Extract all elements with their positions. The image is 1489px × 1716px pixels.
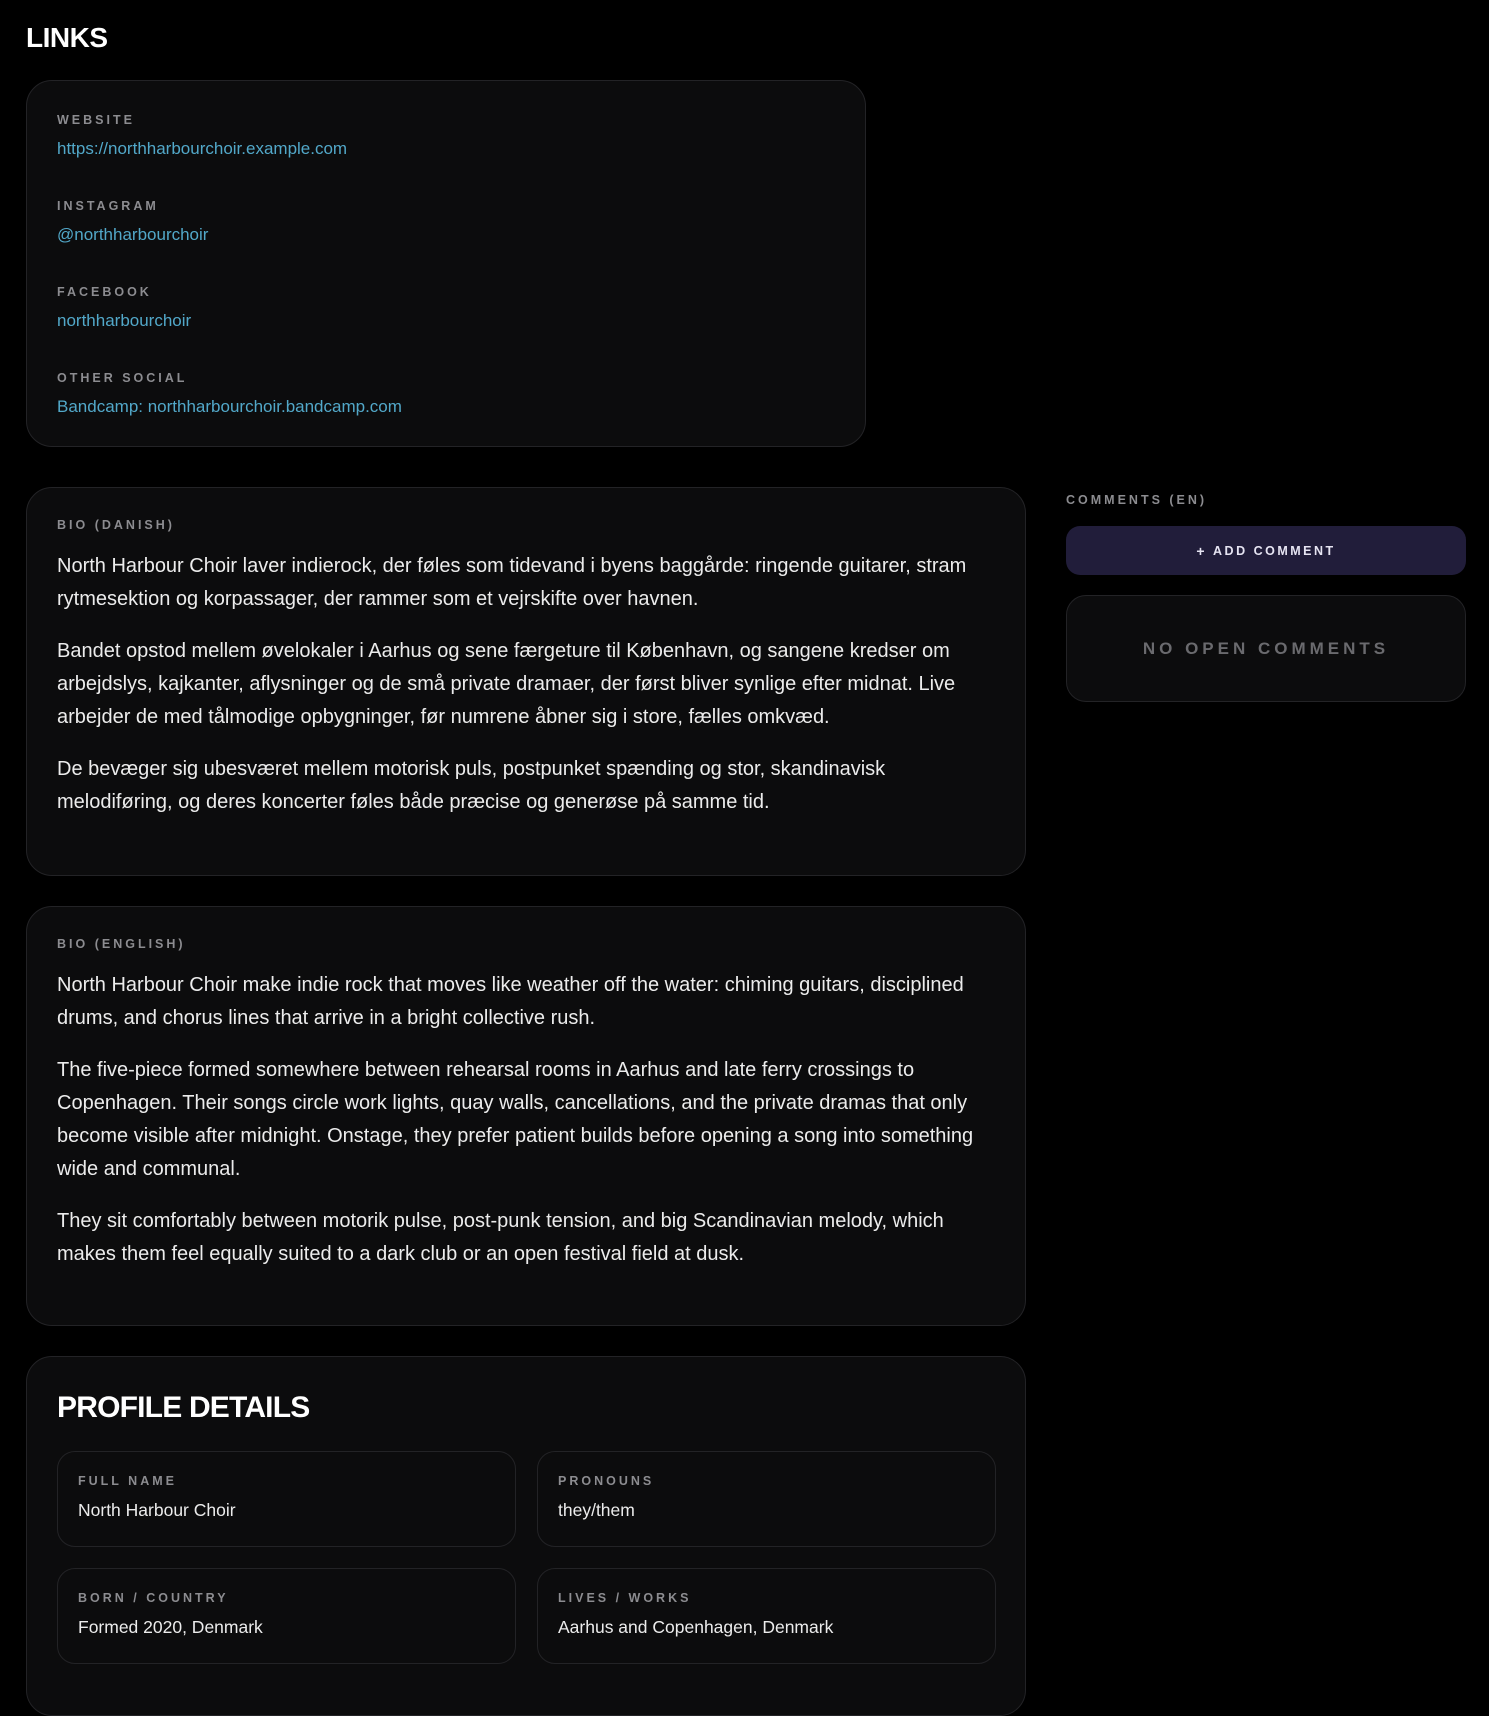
bio-english-paragraph: North Harbour Choir make indie rock that moves like weather off the water: chiming guitars, disciplined drums, and chorus lines that arrive in a bright collective rush. (57, 974, 964, 1029)
lives-works-label: LIVES / WORKS (558, 1591, 692, 1605)
add-comment-button[interactable] (1066, 526, 1466, 575)
website-label: WEBSITE (57, 113, 135, 127)
profile-details-title: PROFILE DETAILS (57, 1391, 310, 1424)
instagram-link[interactable]: @northharbourchoir (57, 225, 209, 244)
bio-danish-paragraph: De bevæger sig ubesværet mellem motorisk puls, postpunket spænding og stor, skandinavisk melodiføring, og deres koncerter føles både præcise og generøse på samme tid. (57, 758, 886, 813)
no-comments-panel (1066, 595, 1466, 702)
bio-english-paragraph: The five-piece formed somewhere between rehearsal rooms in Aarhus and late ferry crossings to Copenhagen. Their songs circle work lights, quay walls, cancellations, and the private dramas that only become visible after midnight. Onstage, they prefer patient builds before opening a song into something wide and communal. (57, 1059, 974, 1180)
full-name-field (57, 1451, 516, 1547)
pronouns-label: PRONOUNS (558, 1474, 655, 1488)
instagram-label: INSTAGRAM (57, 199, 159, 213)
profile-details-grid (57, 1451, 995, 1664)
other-social-link[interactable]: Bandcamp: northharbourchoir.bandcamp.com (57, 397, 402, 416)
other-social-label: OTHER SOCIAL (57, 371, 188, 385)
bio-english-card (26, 906, 1026, 1326)
bio-english-label: BIO (ENGLISH) (57, 937, 186, 951)
plus-icon: + (1196, 542, 1208, 559)
full-name-label: FULL NAME (78, 1474, 177, 1488)
no-comments-text: NO OPEN COMMENTS (1142, 638, 1390, 658)
pronouns-value: they/them (558, 1500, 635, 1520)
facebook-link-group (57, 285, 835, 369)
facebook-label: FACEBOOK (57, 285, 152, 299)
bio-danish-label: BIO (DANISH) (57, 518, 175, 532)
born-country-field (57, 1568, 516, 1664)
links-card (26, 80, 866, 447)
bio-danish-card (26, 487, 1026, 876)
bio-danish-paragraph: North Harbour Choir laver indierock, der føles som tidevand i byens baggårde: ringende guitarer, stram rytmesektion og korpassager, der rammer som et vejrskifte over havnen. (57, 555, 967, 610)
website-link-group (57, 113, 835, 197)
links-heading: LINKS (26, 22, 108, 53)
other-social-link-group (57, 371, 835, 455)
comments-header: COMMENTS (EN) (1066, 493, 1208, 507)
lives-works-value: Aarhus and Copenhagen, Denmark (558, 1617, 834, 1637)
add-comment-label: ADD COMMENT (1213, 543, 1336, 558)
lives-works-field (537, 1568, 996, 1664)
full-name-value: North Harbour Choir (78, 1500, 236, 1520)
bio-english-paragraph: They sit comfortably between motorik pulse, post-punk tension, and big Scandinavian melody, which makes them feel equally suited to a dark club or an open festival field at dusk. (57, 1210, 944, 1265)
profile-details-card (26, 1356, 1026, 1716)
instagram-link-group (57, 199, 835, 283)
born-country-value: Formed 2020, Denmark (78, 1617, 263, 1637)
website-link[interactable]: https://northharbourchoir.example.com (57, 139, 348, 158)
facebook-link[interactable]: northharbourchoir (57, 311, 192, 330)
pronouns-field (537, 1451, 996, 1547)
bio-danish-paragraph: Bandet opstod mellem øvelokaler i Aarhus og sene færgeture til København, og sangene kredser om arbejdslys, kajkanter, aflysninger og de små private dramaer, der først bliver synlige efter midnat. Live arbejder de med tålmodige opbygninger, før numrene åbner sig i store, fælles omkvæd. (57, 640, 956, 728)
born-country-label: BORN / COUNTRY (78, 1591, 229, 1605)
